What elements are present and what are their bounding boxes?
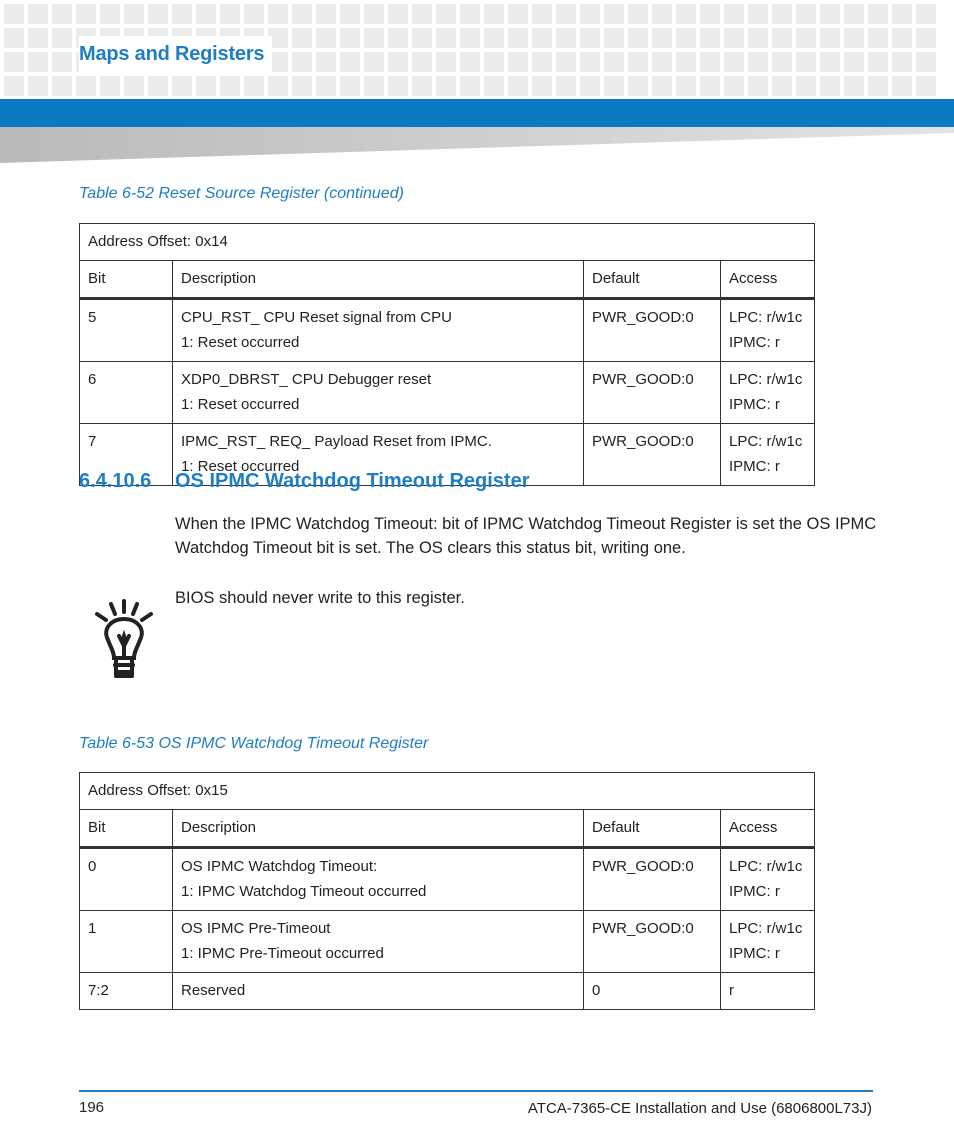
table-row [80,973,815,1010]
header-tile [700,76,720,96]
header-tile [124,4,144,24]
header-tile [748,4,768,24]
header-tile [340,28,360,48]
cell-default: PWR_GOOD:0 [584,362,721,424]
header-tile [916,76,936,96]
header-tile [652,4,672,24]
header-tile [412,76,432,96]
os-ipmc-watchdog-register-table [79,772,815,1010]
section-paragraph: When the IPMC Watchdog Timeout: bit of IPMC Watchdog Timeout Register is set the OS IPMC Watchdog Timeout bit is set. The OS clears this status bit, writing one. [175,515,877,557]
header-tile [460,28,480,48]
section-title: OS IPMC Watchdog Timeout Register [175,470,530,492]
header-tile [4,28,24,48]
note-text: BIOS should never write to this register. [175,589,465,607]
column-header-access: Access [721,810,815,848]
header-tile [556,76,576,96]
cell-default: 0 [584,973,721,1010]
header-tile [604,4,624,24]
header-tile [652,76,672,96]
header-tile [844,28,864,48]
header-tile [652,28,672,48]
header-tile [436,76,456,96]
header-tile [340,52,360,72]
description-line: 1: Reset occurred [181,396,300,413]
header-tile [724,4,744,24]
header-tile [796,52,816,72]
header-tile [796,76,816,96]
lightbulb-icon [92,598,156,680]
header-tile [364,76,384,96]
description-line: 1: IPMC Pre-Timeout occurred [181,945,384,962]
header-tile [148,76,168,96]
header-tile [820,4,840,24]
header-tile [604,52,624,72]
header-tile [268,76,288,96]
cell-access: r [721,973,815,1010]
header-tile [316,76,336,96]
description-line: OS IPMC Pre-Timeout [181,920,331,937]
description-line: XDP0_DBRST_ CPU Debugger reset [181,371,432,388]
header-tile [700,28,720,48]
header-tile [388,52,408,72]
header-tile [748,28,768,48]
header-tile [148,4,168,24]
header-tile [4,52,24,72]
header-tile [100,76,120,96]
header-tile [532,76,552,96]
header-tile [292,52,312,72]
cell-access [721,848,815,911]
header-tile [220,4,240,24]
cell-access [721,362,815,424]
column-header-default: Default [584,810,721,848]
cell-bit: 0 [80,848,173,911]
header-tile [700,4,720,24]
header-tile [484,52,504,72]
access-line: IPMC: r [729,945,780,962]
header-tile [52,4,72,24]
table-row [80,362,815,424]
header-tile [412,4,432,24]
header-tile [196,4,216,24]
column-header-description: Description [173,261,584,299]
header-tile [28,28,48,48]
table-row [80,299,815,362]
access-line: IPMC: r [729,334,780,351]
cell-default: PWR_GOOD:0 [584,424,721,486]
cell-description [173,362,584,424]
cell-description [173,299,584,362]
table-caption: Table 6-52 Reset Source Register (continued) [79,185,404,202]
header-tile [484,28,504,48]
header-tile [460,76,480,96]
cell-access [721,299,815,362]
cell-bit: 6 [80,362,173,424]
header-tile [28,4,48,24]
column-header-access: Access [721,261,815,299]
cell-bit: 5 [80,299,173,362]
header-tile [268,4,288,24]
header-tile [748,76,768,96]
header-tile [532,4,552,24]
header-tile [724,28,744,48]
header-tile [580,52,600,72]
header-tile [628,76,648,96]
header-tile [892,52,912,72]
header-tile [460,52,480,72]
header-tile [316,4,336,24]
header-tile [388,28,408,48]
header-tile [52,28,72,48]
cell-bit: 7:2 [80,973,173,1010]
column-header-description: Description [173,810,584,848]
header-tile [724,52,744,72]
header-tile [556,4,576,24]
cell-access [721,911,815,973]
header-tile [484,76,504,96]
header-tile [916,52,936,72]
header-tile [748,52,768,72]
header-tile [436,52,456,72]
header-tile [28,52,48,72]
description-line: 1: Reset occurred [181,458,300,475]
header-tile [916,4,936,24]
column-header-default: Default [584,261,721,299]
header-tile [844,4,864,24]
header-tile [892,28,912,48]
header-tile [436,4,456,24]
header-tile [52,52,72,72]
header-tile [124,76,144,96]
header-tile [916,28,936,48]
header-tile [508,4,528,24]
cell-description [173,911,584,973]
column-header-bit: Bit [80,810,173,848]
header-tile [196,76,216,96]
header-tile [100,4,120,24]
header-tile [724,76,744,96]
access-line: LPC: r/w1c [729,920,803,937]
header-tile [844,52,864,72]
header-tile [4,76,24,96]
document-title: ATCA-7365-CE Installation and Use (6806800L73J) [527,1100,872,1117]
header-tile [388,4,408,24]
cell-default: PWR_GOOD:0 [584,911,721,973]
header-tile [796,28,816,48]
table-caption: Table 6-53 OS IPMC Watchdog Timeout Register [79,735,429,752]
header-tile [820,52,840,72]
header-tile [508,28,528,48]
header-tile [700,52,720,72]
header-tile [772,76,792,96]
header-tile [772,4,792,24]
header-tile [4,4,24,24]
header-tile [340,4,360,24]
header-tile [820,28,840,48]
header-tile [412,28,432,48]
description-line: 1: Reset occurred [181,334,300,351]
header-tile [796,4,816,24]
cell-bit: 1 [80,911,173,973]
description-line: 1: IPMC Watchdog Timeout occurred [181,883,427,900]
header-tile [220,76,240,96]
header-tile [604,76,624,96]
access-line: LPC: r/w1c [729,309,803,326]
header-tile [76,76,96,96]
cell-bit: 7 [80,424,173,486]
header-tile [580,76,600,96]
page-number: 196 [79,1099,105,1116]
header-tile [244,4,264,24]
page-header-title: Maps and Registers [79,36,272,72]
description-line: OS IPMC Watchdog Timeout: [181,858,378,875]
header-tile [292,4,312,24]
header-tile [436,28,456,48]
header-tile [532,28,552,48]
header-tile [28,76,48,96]
header-tile [676,52,696,72]
section-heading [79,470,529,493]
footer-divider [79,1090,873,1092]
header-tile [772,28,792,48]
access-line: LPC: r/w1c [729,433,803,450]
header-tile [292,28,312,48]
header-tile [460,4,480,24]
header-tile [484,4,504,24]
access-line: IPMC: r [729,458,780,475]
header-tile [244,76,264,96]
header-tile [652,52,672,72]
header-tile [316,28,336,48]
access-line: LPC: r/w1c [729,371,803,388]
header-tile [52,76,72,96]
column-header-bit: Bit [80,261,173,299]
header-tile [580,28,600,48]
cell-description [173,848,584,911]
header-tile [172,4,192,24]
header-tile [508,76,528,96]
table-row [80,911,815,973]
header-tile [556,52,576,72]
header-tile [868,4,888,24]
access-line: IPMC: r [729,883,780,900]
header-tile [364,4,384,24]
header-tile [676,4,696,24]
header-gray-wedge [0,127,954,163]
address-offset: Address Offset: 0x14 [80,224,815,261]
header-tile [364,52,384,72]
header-tile [892,76,912,96]
description-line: CPU_RST_ CPU Reset signal from CPU [181,309,452,326]
header-tile [844,76,864,96]
reset-source-register-table [79,223,815,486]
header-tile [628,4,648,24]
header-tile [532,52,552,72]
header-tile [676,76,696,96]
access-line: LPC: r/w1c [729,858,803,875]
header-tile [868,28,888,48]
cell-default: PWR_GOOD:0 [584,848,721,911]
header-tile [604,28,624,48]
header-tile [868,52,888,72]
header-tile [412,52,432,72]
header-tile [340,76,360,96]
header-blue-bar [0,99,954,127]
header-tile [772,52,792,72]
header-tile [820,76,840,96]
header-tile [892,4,912,24]
header-tile [364,28,384,48]
header-tile [508,52,528,72]
section-number: 6.4.10.6 [79,470,152,492]
header-tile [292,76,312,96]
cell-default: PWR_GOOD:0 [584,299,721,362]
cell-access [721,424,815,486]
access-line: IPMC: r [729,396,780,413]
header-tile [868,76,888,96]
header-tile [580,4,600,24]
header-tile [316,52,336,72]
header-tile [172,76,192,96]
table-row [80,848,815,911]
address-offset: Address Offset: 0x15 [80,773,815,810]
header-tile [628,28,648,48]
header-tile [676,28,696,48]
header-tile [556,28,576,48]
description-line: IPMC_RST_ REQ_ Payload Reset from IPMC. [181,433,492,450]
header-tile [628,52,648,72]
header-tile [388,76,408,96]
cell-description: Reserved [173,973,584,1010]
header-tile [76,4,96,24]
